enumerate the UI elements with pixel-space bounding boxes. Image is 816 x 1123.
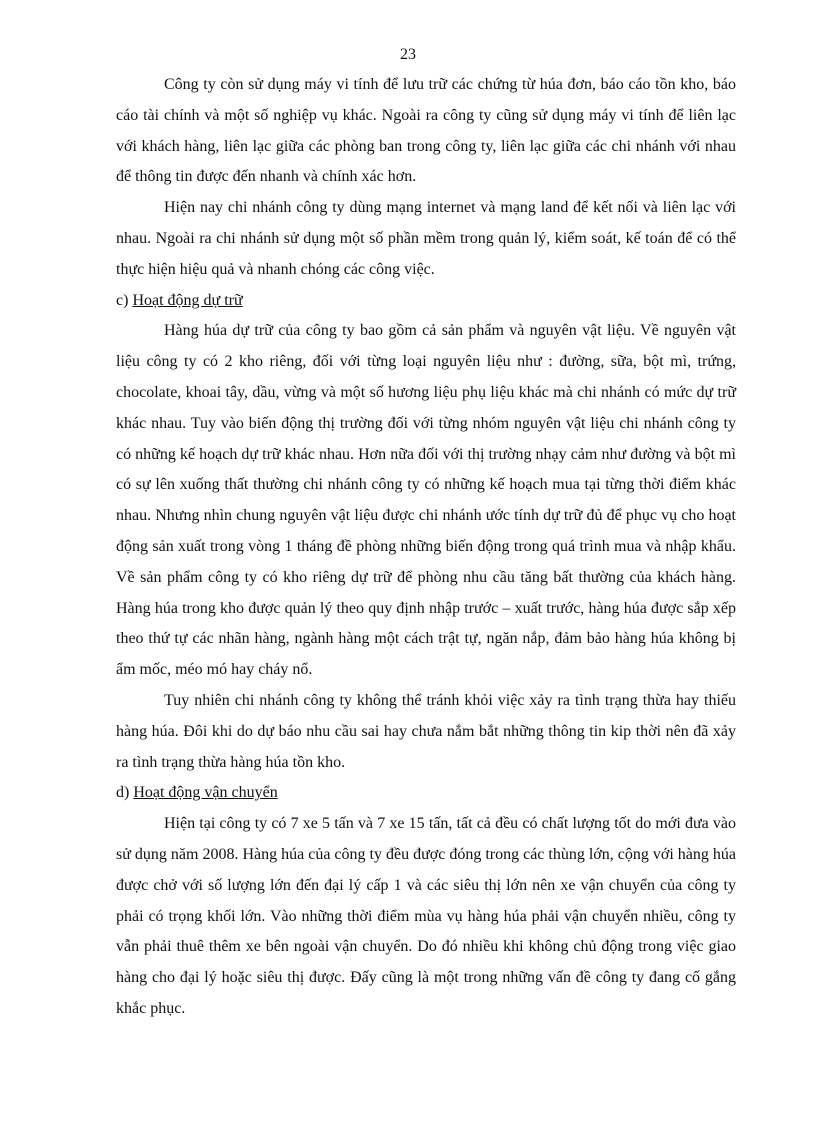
page-number: 23 <box>400 46 416 63</box>
section-heading-c <box>116 286 736 317</box>
paragraph-c-1: Hàng húa dự trữ của công ty bao gồm cả sản phẩm và nguyên vật liệu. Về nguyên vật liệu công ty có 2 kho riêng, đối với từng loại nguyên liệu như : đường, sữa, bột mì, trứng, chocolate, khoai tây, dầu, vừng và một số hương liệu phụ liệu khác mà chi nhánh có mức dự trữ khác nhau. Tuy vào biến động thị trường đối với từng nhóm nguyên vật liệu chi nhánh công ty có những kế hoạch dự trữ khác nhau. Hơn nữa đối với thị trường nhạy cảm như đường và bột mì có sự lên xuống thất thường chi nhánh công ty có những kế hoạch mua tại từng thời điểm khác nhau. Nhưng nhìn chung nguyên vật liệu được chi nhánh ước tính dự trữ đủ để phục vụ cho hoạt động sản xuất trong vòng 1 tháng đề phòng những biến động trong quá trình mua và nhập khẩu. Về sản phẩm công ty có kho riêng dự trữ để phòng nhu cầu tăng bất thường của khách hàng. Hàng húa trong kho được quản lý theo quy định nhập trước – xuất trước, hàng húa được sắp xếp theo thứ tự các nhãn hàng, ngành hàng một cách trật tự, ngăn nắp, đảm bảo hàng húa không bị ẩm mốc, méo mó hay cháy nổ. <box>116 322 736 679</box>
section-prefix-d: d) <box>116 784 134 802</box>
section-heading-d <box>116 778 736 809</box>
section-title-d: Hoạt động vận chuyển <box>133 784 278 802</box>
paragraph-c-2: Tuy nhiên chi nhánh công ty không thể tránh khỏi việc xảy ra tình trạng thừa hay thiếu hàng húa. Đôi khi do dự báo nhu cầu sai hay chưa nắm bắt những thông tin kip thời nên đã xảy ra tình trạng thừa hàng húa tồn kho. <box>116 691 736 771</box>
document-body <box>116 70 736 1025</box>
paragraph-d-1: Hiện tại công ty có 7 xe 5 tấn và 7 xe 15 tấn, tất cả đều có chất lượng tốt do mới đưa vào sử dụng năm 2008. Hàng húa của công ty đều được đóng trong các thùng lớn, cộng với hàng húa được chở với số lượng lớn đến đại lý cấp 1 và các siêu thị lớn nên xe vận chuyển của công ty phải có trọng khối lớn. Vào những thời điểm mùa vụ hàng húa phải vận chuyển nhiều, công ty vẫn phải thuê thêm xe bên ngoài vận chuyển. Do đó nhiều khi không chủ động trong việc giao hàng cho đại lý hoặc siêu thị được. Đấy cũng là một trong những vấn đề công ty đang cố gắng khắc phục. <box>116 815 736 1017</box>
section-title-c: Hoạt động dự trữ <box>132 291 243 309</box>
section-prefix-c: c) <box>116 291 133 309</box>
paragraph-intro-1: Công ty còn sử dụng máy vi tính để lưu trữ các chứng từ húa đơn, báo cáo tồn kho, báo cáo tài chính và một số nghiệp vụ khác. Ngoài ra công ty cũng sử dụng máy vi tính để liên lạc với khách hàng, liên lạc giữa các phòng ban trong công ty, liên lạc giữa các chi nhánh với nhau để thông tin được đến nhanh và chính xác hơn. <box>116 76 736 186</box>
paragraph-intro-2: Hiện nay chi nhánh công ty dùng mạng internet và mạng land để kết nối và liên lạc với nhau. Ngoài ra chi nhánh sử dụng một số phần mềm trong quản lý, kiểm soát, kế toán để có thể thực hiện hiệu quả và nhanh chóng các công việc. <box>116 199 736 278</box>
